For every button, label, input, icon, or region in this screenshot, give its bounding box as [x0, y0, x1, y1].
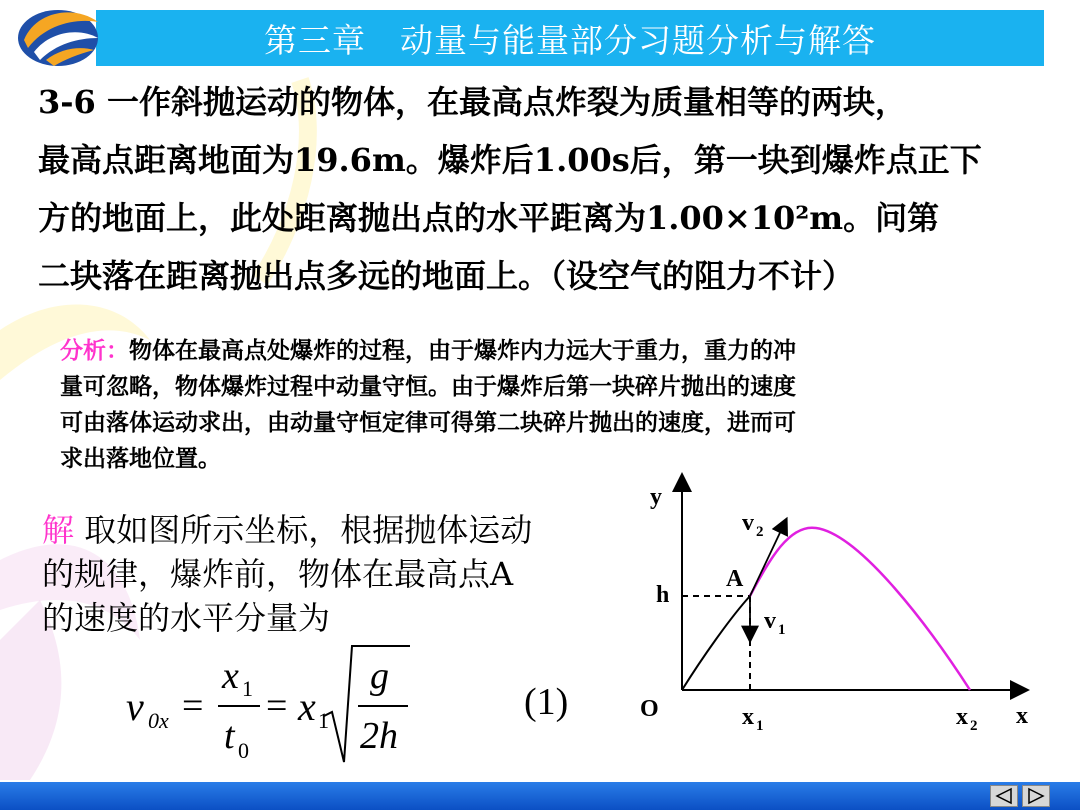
eq-lhs: v — [126, 684, 144, 729]
initial-trajectory — [682, 596, 750, 690]
analysis-line: 求出落地位置。 — [60, 445, 221, 472]
eq-frac-num-sub: 1 — [242, 676, 253, 701]
problem-line: 方的地面上，此处距离抛出点的水平距离为1.00×10²m。问第 — [38, 199, 940, 237]
eq-mid-sub: 1 — [318, 708, 329, 733]
eq-sqrt-num: g — [370, 655, 389, 697]
trajectory-diagram — [630, 468, 1050, 738]
analysis-line: 量可忽略，物体爆炸过程中动量守恒。由于爆炸后第一块碎片抛出的速度 — [60, 373, 796, 400]
point-a-label: A — [726, 566, 744, 592]
analysis-line — [60, 333, 1040, 369]
problem-line: 最高点距离地面为19.6m。爆炸后1.00s后，第一块到爆炸点正下 — [38, 141, 982, 179]
title-bar — [96, 10, 1044, 66]
origin-label: O — [640, 696, 659, 722]
x1-label: x — [742, 704, 754, 730]
velocity-equation — [120, 640, 440, 770]
eq-frac-den: t — [224, 715, 235, 757]
x1-sub: 1 — [756, 718, 764, 734]
analysis-text: 物体在最高点处爆炸的过程，由于爆炸内力远大于重力，重力的冲 — [129, 337, 796, 364]
eq-frac-den-sub: 0 — [238, 738, 249, 763]
eq-lhs-sub: 0x — [148, 708, 169, 733]
problem-statement — [38, 73, 1048, 305]
solution-text: 取如图所示坐标，根据抛体运动 — [74, 511, 533, 549]
analysis-block — [60, 333, 1040, 477]
analysis-line: 可由落体运动求出，由动量守恒定律可得第二块碎片抛出的速度，进而可 — [60, 409, 796, 436]
next-slide-button[interactable] — [1022, 785, 1050, 807]
solution-label: 解 — [42, 511, 75, 549]
eq-equals: = — [182, 685, 204, 727]
v2-sub: 2 — [756, 524, 764, 540]
bottom-bar — [0, 782, 1080, 810]
problem-line: 二块落在距离抛出点多远的地面上。（设空气的阻力不计） — [38, 257, 855, 295]
solution-line: 的规律，爆炸前，物体在最高点A — [42, 555, 514, 593]
solution-line: 的速度的水平分量为 — [42, 599, 331, 637]
solution-line — [42, 508, 632, 552]
eq-equals: = — [266, 685, 288, 727]
fragment-2-trajectory — [750, 528, 970, 690]
solution-block — [42, 508, 632, 640]
x2-sub: 2 — [970, 718, 978, 734]
previous-slide-button[interactable] — [990, 785, 1018, 807]
triangle-right-icon — [1023, 786, 1049, 806]
y-axis-label: y — [650, 484, 662, 510]
logo — [6, 0, 116, 70]
eq-mid: x — [298, 684, 316, 729]
eq-sqrt-den: 2h — [360, 715, 398, 757]
chapter-title: 第三章 动量与能量部分习题分析与解答 — [264, 20, 876, 60]
x-axis-label: x — [1016, 703, 1028, 729]
problem-line: 3-6 一作斜抛运动的物体，在最高点炸裂为质量相等的两块， — [38, 83, 907, 121]
v2-label: v — [742, 510, 754, 536]
analysis-label: 分析： — [60, 337, 129, 364]
h-label: h — [656, 582, 670, 608]
v1-sub: 1 — [778, 622, 786, 638]
equation-number: (1) — [524, 681, 569, 723]
eq-frac-num: x — [222, 655, 239, 697]
v1-label: v — [764, 608, 776, 634]
triangle-left-icon — [991, 786, 1017, 806]
x2-label: x — [956, 704, 968, 730]
